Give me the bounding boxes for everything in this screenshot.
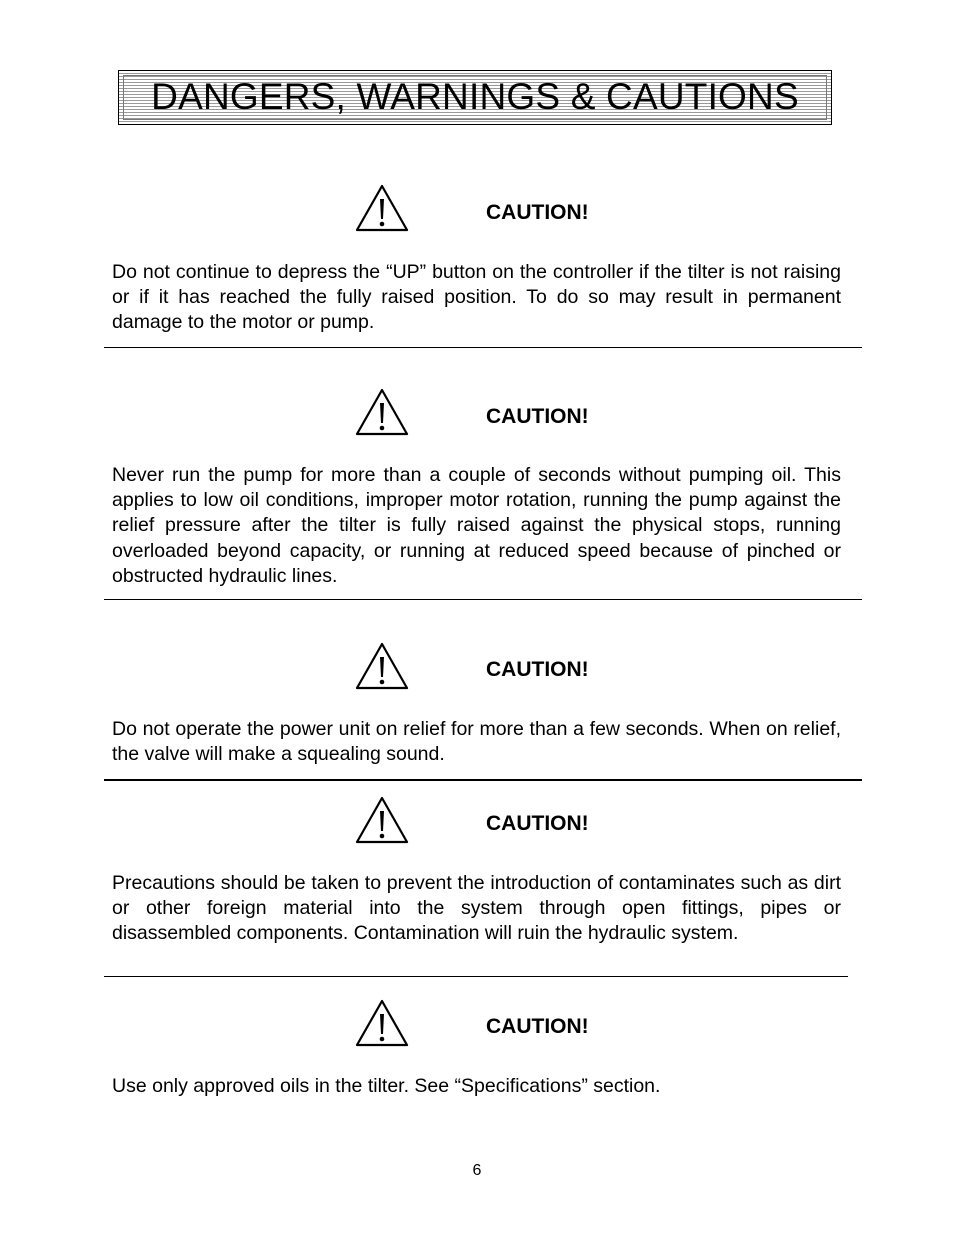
caution-text: Do not operate the power unit on relief for more than a few seconds. When on relief, the valve will make a squealing sound. <box>112 718 841 766</box>
warning-triangle-icon <box>354 641 410 691</box>
caution-heading: CAUTION! <box>486 812 589 835</box>
section-divider <box>104 347 862 348</box>
caution-heading: CAUTION! <box>486 201 589 224</box>
caution-text: Never run the pump for more than a couple of seconds without pumping oil. This applies to low oil conditions, improper motor rotation, running the pump against the relief pressure after the tilter is fully raised against the physical stops, running overloaded beyond capacity, or running at reduced speed because of pinched or obstructed hydraulic lines. <box>112 464 841 587</box>
section-divider <box>104 976 848 977</box>
caution-heading: CAUTION! <box>486 658 589 681</box>
warning-triangle-icon <box>354 183 410 233</box>
caution-text: Do not continue to depress the “UP” button on the controller if the tilter is not raising or if it has reached the fully raised position. To do so may result in permanent damage to the motor or pump. <box>112 261 841 334</box>
warning-triangle-icon <box>354 795 410 845</box>
page-title: DANGERS, WARNINGS & CAUTIONS <box>151 76 799 117</box>
section-divider <box>104 779 862 781</box>
caution-heading: CAUTION! <box>486 405 589 428</box>
warning-triangle-icon <box>354 998 410 1048</box>
caution-text: Use only approved oils in the tilter. See “Specifications” section. <box>112 1075 661 1097</box>
page-number: 6 <box>472 1162 482 1179</box>
caution-heading: CAUTION! <box>486 1015 589 1038</box>
page-title-banner <box>118 70 832 125</box>
caution-text: Precautions should be taken to prevent the introduction of contaminates such as dirt or other foreign material into the system through open fittings, pipes or disassembled components. Contamination will ruin the hydraulic system. <box>112 872 841 945</box>
section-divider <box>104 599 862 600</box>
warning-triangle-icon <box>354 387 410 437</box>
